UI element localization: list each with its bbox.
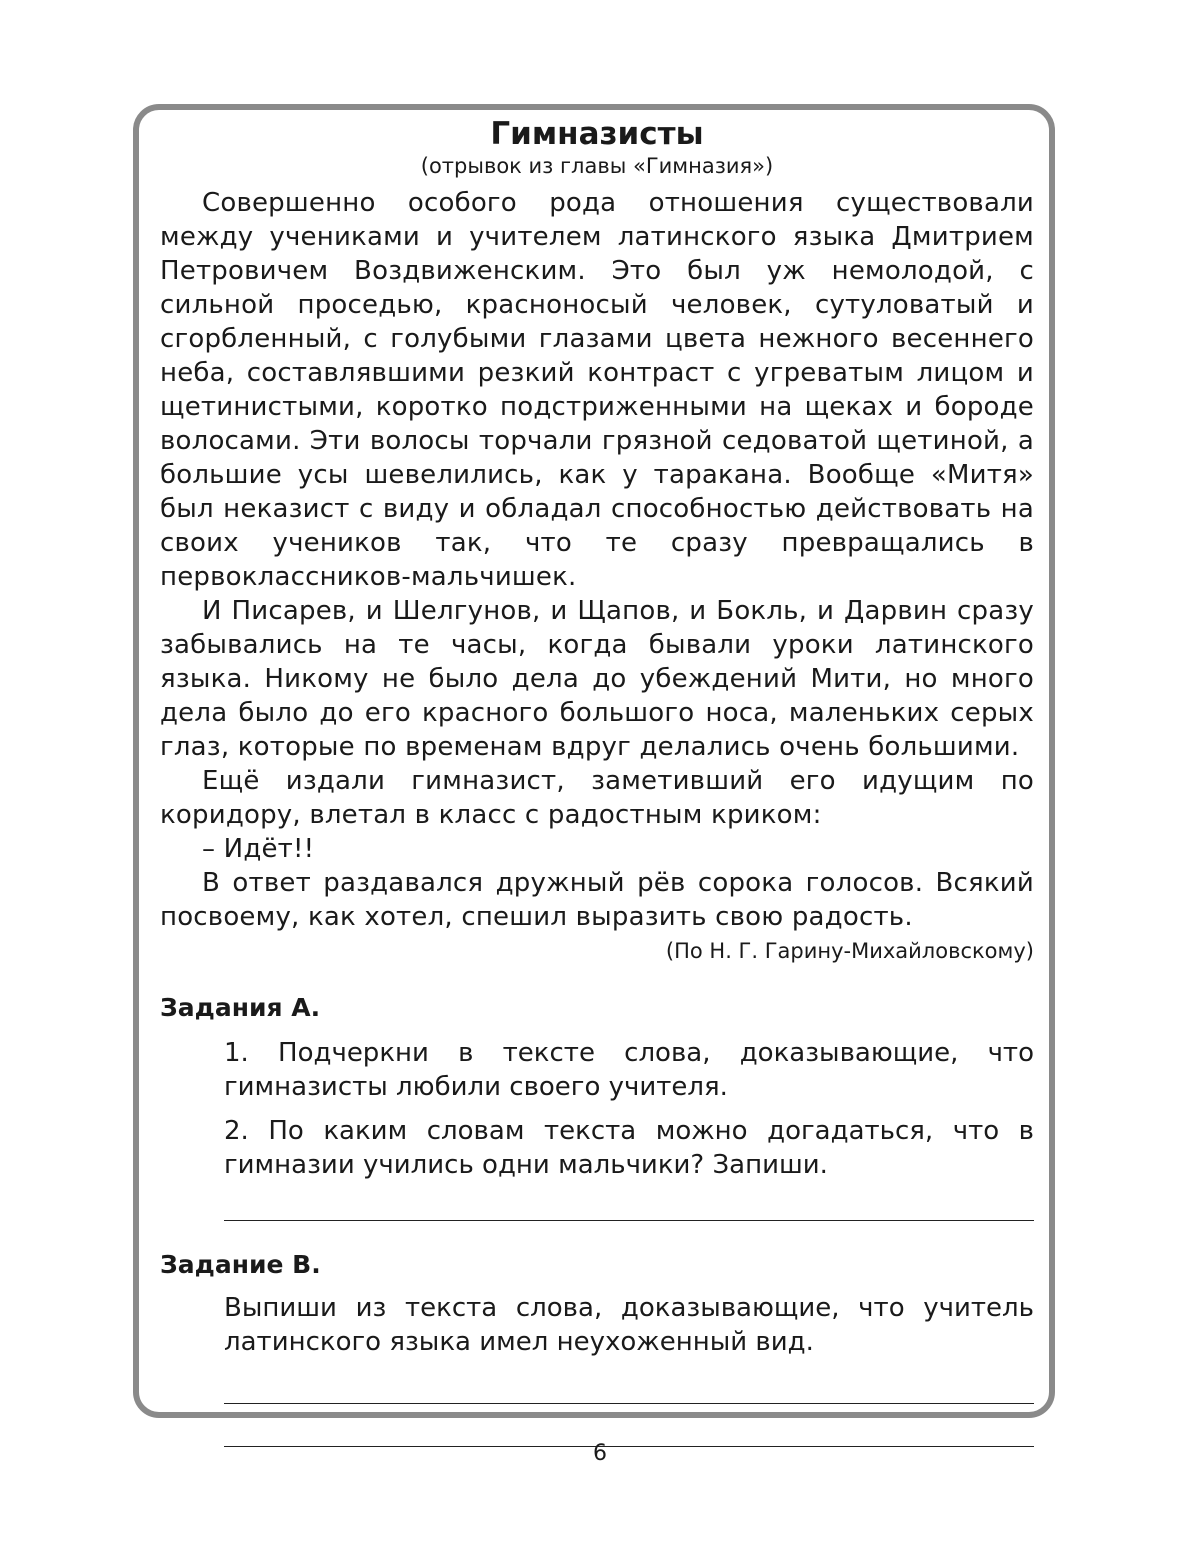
text-paragraph-5: В ответ раздавался дружный рёв сорока голосов. Всякий посвоему, как хотел, спешил выразить свою радость. bbox=[160, 868, 1034, 932]
page-content bbox=[160, 116, 1034, 1447]
page-title: Гимназисты bbox=[490, 116, 704, 152]
text-paragraph-2: И Писарев, и Шелгунов, и Щапов, и Бокль, и Дарвин сразу забывались на те часы, когда бывали уроки латинского языка. Никому не было дела до убеждений Мити, но много дела было до его красного большого носа, маленьких серых глаз, которые по временам вдруг делались очень большими. bbox=[160, 596, 1034, 762]
text-source: (По Н. Г. Гарину-Михайловскому) bbox=[665, 939, 1034, 963]
section-b-heading: Задание В. bbox=[160, 1250, 321, 1279]
text-paragraph-4: – Идёт!! bbox=[202, 834, 315, 864]
page-subtitle: (отрывок из главы «Гимназия») bbox=[420, 154, 774, 178]
task-b: Выпиши из текста слова, доказывающие, что учитель латинского языка имел неухоженный вид. bbox=[224, 1293, 1034, 1357]
text-paragraph-3: Ещё издали гимназист, заметивший его идущим по коридору, влетал в класс с радостным криком: bbox=[160, 766, 1034, 830]
task-a1: 1. Подчеркни в тексте слова, доказывающие, что гимназисты любили своего учителя. bbox=[224, 1038, 1034, 1102]
page-number: 6 bbox=[593, 1441, 607, 1466]
text-paragraph-1: Совершенно особого рода отношения существовали между учениками и учителем латинского языка Дмитрием Петровичем Воздвиженским. Это был уж немолодой, с сильной проседью, красноносый человек, сутуловатый и сгорбленный, с голубыми глазами цвета нежного весеннего неба, составлявшими резкий контраст с угреватым лицом и щетинистыми, коротко подстриженными на щеках и бороде волосами. Эти волосы торчали грязной седоватой щетиной, а большие усы шевелились, как у таракана. Вообще «Митя» был неказист с виду и обладал способностью действовать на своих учеников так, что те сразу превращались в первоклассников-мальчишек. bbox=[160, 188, 1034, 592]
task-a2: 2. По каким словам текста можно догадаться, что в гимназии учились одни мальчики? Запиши. bbox=[224, 1116, 1034, 1180]
section-a-heading: Задания А. bbox=[160, 993, 321, 1022]
